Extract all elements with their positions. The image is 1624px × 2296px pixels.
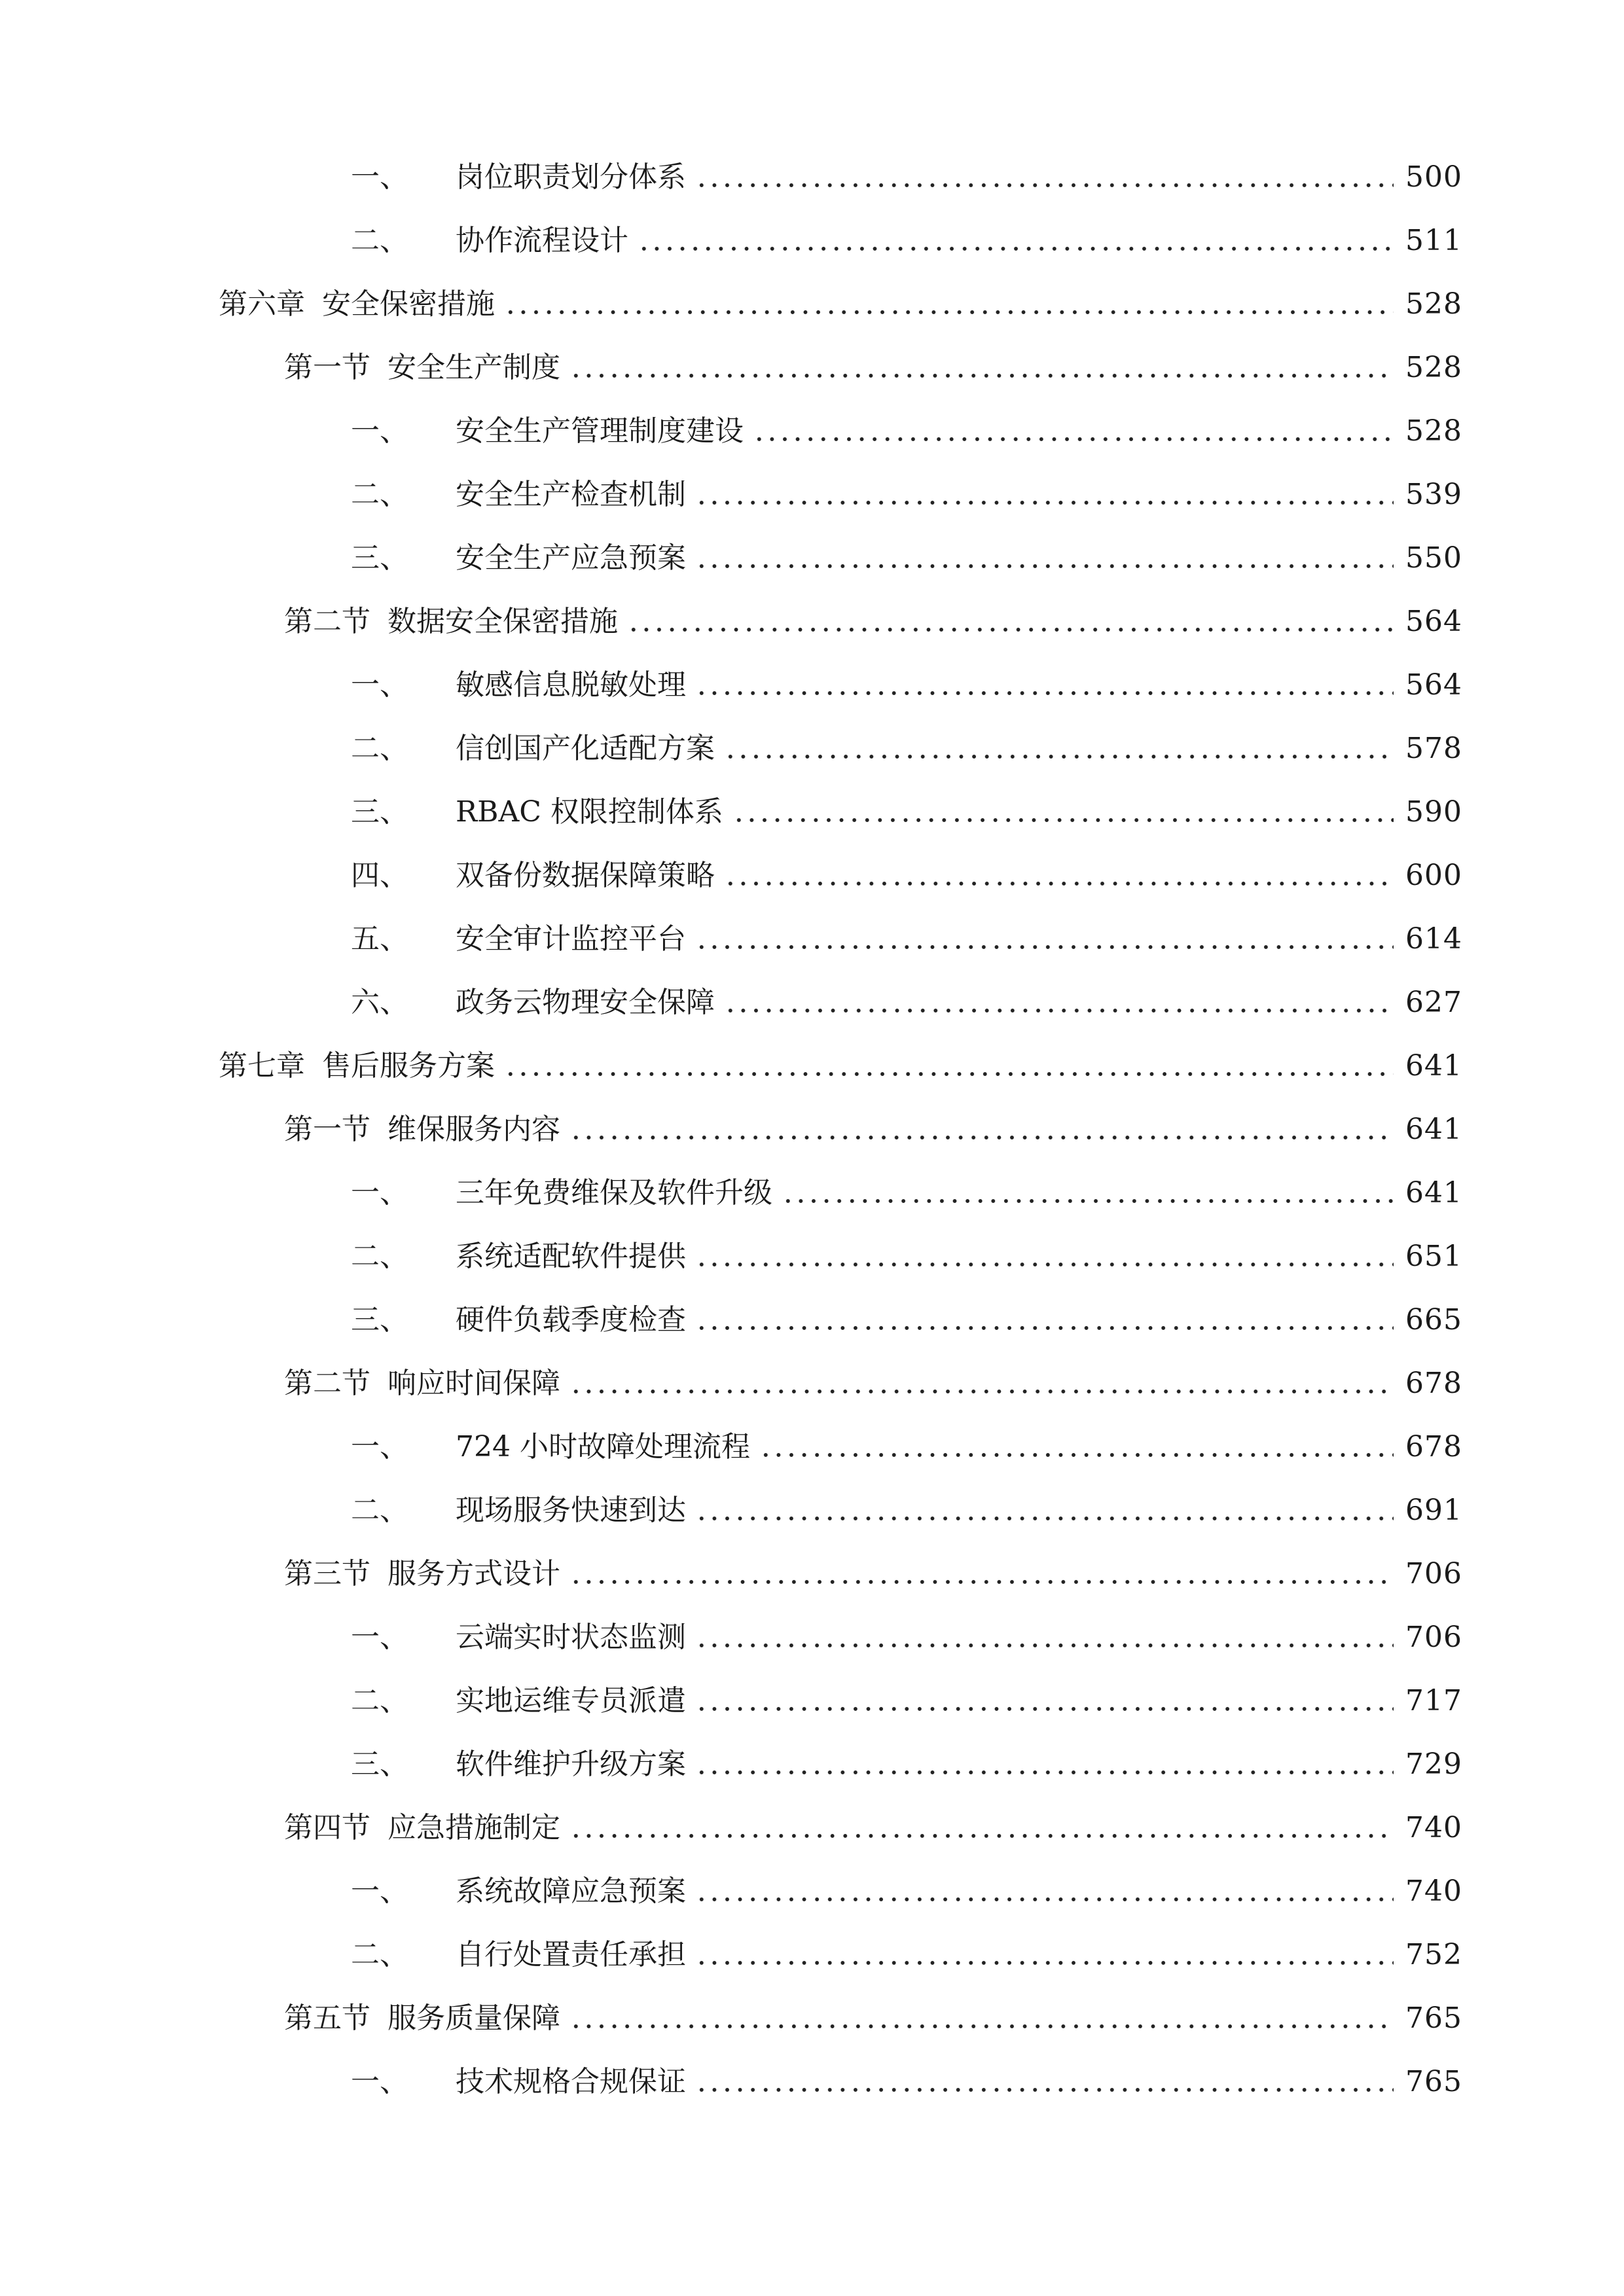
dot-leader xyxy=(695,498,1394,507)
toc-entry-page: 500 xyxy=(1405,160,1462,194)
toc-entry-number: 二、 xyxy=(351,1683,408,1717)
toc-chapter-page: 641 xyxy=(1405,1049,1462,1083)
toc-section-title: 响应时间保障 xyxy=(388,1366,560,1400)
dot-leader xyxy=(695,689,1394,698)
toc-section[interactable] xyxy=(0,336,1624,399)
toc-entry-title: 系统故障应急预案 xyxy=(456,1874,686,1908)
toc-entry[interactable] xyxy=(0,1479,1624,1542)
toc-section-page: 528 xyxy=(1405,350,1462,384)
toc-entry-page: 511 xyxy=(1405,223,1462,257)
toc-entry-number: 一、 xyxy=(351,668,408,702)
dot-leader xyxy=(569,1831,1394,1840)
toc-section-title: 应急措施制定 xyxy=(388,1810,560,1844)
toc-entry-title: 安全生产应急预案 xyxy=(456,541,686,575)
toc-section-number: 第四节 xyxy=(284,1810,370,1844)
toc-entry-title: 724 小时故障处理流程 xyxy=(456,1429,750,1463)
toc-entry-number: 二、 xyxy=(351,1239,408,1273)
dot-leader xyxy=(695,942,1394,952)
toc-entry-title: 系统适配软件提供 xyxy=(456,1239,686,1273)
toc-entry-number: 四、 xyxy=(351,858,408,892)
toc-chapter-number: 第七章 xyxy=(219,1049,305,1083)
dot-leader xyxy=(569,371,1394,380)
toc-entry-number: 二、 xyxy=(351,477,408,511)
toc-section-page: 678 xyxy=(1405,1366,1462,1400)
toc-entry-page: 564 xyxy=(1405,668,1462,702)
toc-entry-number: 一、 xyxy=(351,414,408,448)
toc-section-number: 第二节 xyxy=(284,604,370,638)
toc-section-page: 740 xyxy=(1405,1810,1462,1844)
toc-entry-title: 双备份数据保障策略 xyxy=(456,858,715,892)
toc-entry-title: 信创国产化适配方案 xyxy=(456,731,715,765)
toc-entry[interactable] xyxy=(0,907,1624,971)
toc-entry-page: 706 xyxy=(1405,1620,1462,1654)
toc-section-number: 第二节 xyxy=(284,1366,370,1400)
toc-entry-title: 政务云物理安全保障 xyxy=(456,985,715,1019)
toc-entry-title: 安全生产检查机制 xyxy=(456,477,686,511)
toc-chapter[interactable] xyxy=(0,1034,1624,1098)
toc-section[interactable] xyxy=(0,1796,1624,1859)
toc-entry-page: 550 xyxy=(1405,541,1462,575)
dot-leader xyxy=(627,625,1394,634)
toc-entry-number: 三、 xyxy=(351,1747,408,1781)
dot-leader xyxy=(569,2022,1394,2031)
toc-entry-page: 740 xyxy=(1405,1874,1462,1908)
toc-section-number: 第三节 xyxy=(284,1556,370,1590)
toc-entry[interactable] xyxy=(0,1225,1624,1288)
toc-entry-number: 一、 xyxy=(351,2064,408,2098)
toc-entry[interactable] xyxy=(0,463,1624,526)
toc-entry-title: 自行处置责任承担 xyxy=(456,1937,686,1971)
toc-entry[interactable] xyxy=(0,399,1624,463)
toc-entry-title: 协作流程设计 xyxy=(456,223,628,257)
dot-leader xyxy=(753,435,1394,444)
dot-leader xyxy=(695,1260,1394,1269)
toc-entry-number: 一、 xyxy=(351,1175,408,1210)
dot-leader xyxy=(695,1958,1394,1967)
toc-entry-title: RBAC 权限控制体系 xyxy=(456,795,723,829)
toc-entry-title: 现场服务快速到达 xyxy=(456,1493,686,1527)
toc-section-number: 第一节 xyxy=(284,350,370,384)
toc-entry[interactable] xyxy=(0,1288,1624,1352)
toc-entry-title: 技术规格合规保证 xyxy=(456,2064,686,2098)
dot-leader xyxy=(638,244,1394,253)
toc-chapter-title: 售后服务方案 xyxy=(322,1049,495,1083)
toc-section-page: 641 xyxy=(1405,1112,1462,1146)
toc-section-number: 第一节 xyxy=(284,1112,370,1146)
toc-entry-page: 752 xyxy=(1405,1937,1462,1971)
toc-entry-page: 600 xyxy=(1405,858,1462,892)
toc-entry-number: 一、 xyxy=(351,1429,408,1463)
toc-entry-number: 三、 xyxy=(351,541,408,575)
toc-entry-number: 一、 xyxy=(351,160,408,194)
toc-entry[interactable] xyxy=(0,526,1624,590)
dot-leader xyxy=(759,1450,1394,1460)
toc-entry-number: 三、 xyxy=(351,1302,408,1336)
toc-entry-title: 敏感信息脱敏处理 xyxy=(456,668,686,702)
toc-section-title: 数据安全保密措施 xyxy=(388,604,618,638)
toc-chapter-number: 第六章 xyxy=(219,287,305,321)
dot-leader xyxy=(695,181,1394,190)
toc-entry[interactable] xyxy=(0,2050,1624,2113)
toc-entry[interactable] xyxy=(0,780,1624,844)
toc-section[interactable] xyxy=(0,590,1624,653)
toc-section[interactable] xyxy=(0,1098,1624,1161)
toc-entry-number: 二、 xyxy=(351,223,408,257)
toc-entry-title: 安全生产管理制度建设 xyxy=(456,414,744,448)
toc-entry-page: 590 xyxy=(1405,795,1462,829)
toc-entry-title: 岗位职责划分体系 xyxy=(456,160,686,194)
toc-entry[interactable] xyxy=(0,971,1624,1034)
toc-entry[interactable] xyxy=(0,653,1624,717)
dot-leader xyxy=(732,816,1394,825)
toc-entry[interactable] xyxy=(0,1605,1624,1669)
dot-leader xyxy=(695,1895,1394,1904)
toc-entry[interactable] xyxy=(0,1415,1624,1479)
toc-entry[interactable] xyxy=(0,844,1624,907)
toc-entry-page: 641 xyxy=(1405,1175,1462,1210)
toc-entry-title: 三年免费维保及软件升级 xyxy=(456,1175,772,1210)
toc-entry-page: 627 xyxy=(1405,985,1462,1019)
toc-entry-title: 硬件负载季度检查 xyxy=(456,1302,686,1336)
table-of-contents xyxy=(0,145,1624,2113)
toc-entry-number: 二、 xyxy=(351,731,408,765)
toc-entry[interactable] xyxy=(0,1923,1624,1986)
toc-entry-number: 六、 xyxy=(351,985,408,1019)
dot-leader xyxy=(724,879,1394,888)
toc-entry[interactable] xyxy=(0,1859,1624,1923)
toc-section-title: 维保服务内容 xyxy=(388,1112,560,1146)
toc-section-title: 服务质量保障 xyxy=(388,2001,560,2035)
toc-entry-page: 665 xyxy=(1405,1302,1462,1336)
toc-section-title: 安全生产制度 xyxy=(388,350,560,384)
dot-leader xyxy=(569,1577,1394,1587)
toc-section[interactable] xyxy=(0,1352,1624,1415)
toc-entry-page: 691 xyxy=(1405,1493,1462,1527)
dot-leader xyxy=(504,308,1394,317)
toc-entry[interactable] xyxy=(0,1161,1624,1225)
dot-leader xyxy=(569,1133,1394,1142)
dot-leader xyxy=(504,1069,1394,1079)
toc-entry-page: 614 xyxy=(1405,922,1462,956)
toc-entry-page: 717 xyxy=(1405,1683,1462,1717)
toc-entry-page: 765 xyxy=(1405,2064,1462,2098)
toc-entry[interactable] xyxy=(0,145,1624,209)
dot-leader xyxy=(782,1196,1394,1206)
toc-section-page: 706 xyxy=(1405,1556,1462,1590)
dot-leader xyxy=(695,562,1394,571)
dot-leader xyxy=(724,1006,1394,1015)
toc-chapter-page: 528 xyxy=(1405,287,1462,321)
toc-entry[interactable] xyxy=(0,1669,1624,1732)
toc-entry-title: 云端实时状态监测 xyxy=(456,1620,686,1654)
toc-entry-number: 二、 xyxy=(351,1937,408,1971)
dot-leader xyxy=(695,1641,1394,1650)
toc-section-page: 564 xyxy=(1405,604,1462,638)
toc-section-number: 第五节 xyxy=(284,2001,370,2035)
toc-entry-number: 二、 xyxy=(351,1493,408,1527)
toc-entry-page: 578 xyxy=(1405,731,1462,765)
toc-chapter-title: 安全保密措施 xyxy=(322,287,495,321)
toc-entry-page: 528 xyxy=(1405,414,1462,448)
toc-entry-title: 安全审计监控平台 xyxy=(456,922,686,956)
toc-entry[interactable] xyxy=(0,1732,1624,1796)
toc-entry-number: 三、 xyxy=(351,795,408,829)
dot-leader xyxy=(695,1323,1394,1333)
toc-entry-page: 729 xyxy=(1405,1747,1462,1781)
toc-entry-page: 539 xyxy=(1405,477,1462,511)
dot-leader xyxy=(569,1387,1394,1396)
toc-section[interactable] xyxy=(0,1986,1624,2050)
toc-entry-number: 一、 xyxy=(351,1620,408,1654)
dot-leader xyxy=(724,752,1394,761)
toc-entry-number: 五、 xyxy=(351,922,408,956)
toc-entry-page: 678 xyxy=(1405,1429,1462,1463)
toc-entry-page: 651 xyxy=(1405,1239,1462,1273)
toc-section-page: 765 xyxy=(1405,2001,1462,2035)
toc-section[interactable] xyxy=(0,1542,1624,1605)
toc-entry[interactable] xyxy=(0,717,1624,780)
toc-chapter[interactable] xyxy=(0,272,1624,336)
dot-leader xyxy=(695,1768,1394,1777)
dot-leader xyxy=(695,1514,1394,1523)
toc-entry-title: 实地运维专员派遣 xyxy=(456,1683,686,1717)
toc-entry-title: 软件维护升级方案 xyxy=(456,1747,686,1781)
dot-leader xyxy=(695,2085,1394,2094)
toc-entry-number: 一、 xyxy=(351,1874,408,1908)
toc-section-title: 服务方式设计 xyxy=(388,1556,560,1590)
dot-leader xyxy=(695,1704,1394,1713)
toc-entry[interactable] xyxy=(0,209,1624,272)
